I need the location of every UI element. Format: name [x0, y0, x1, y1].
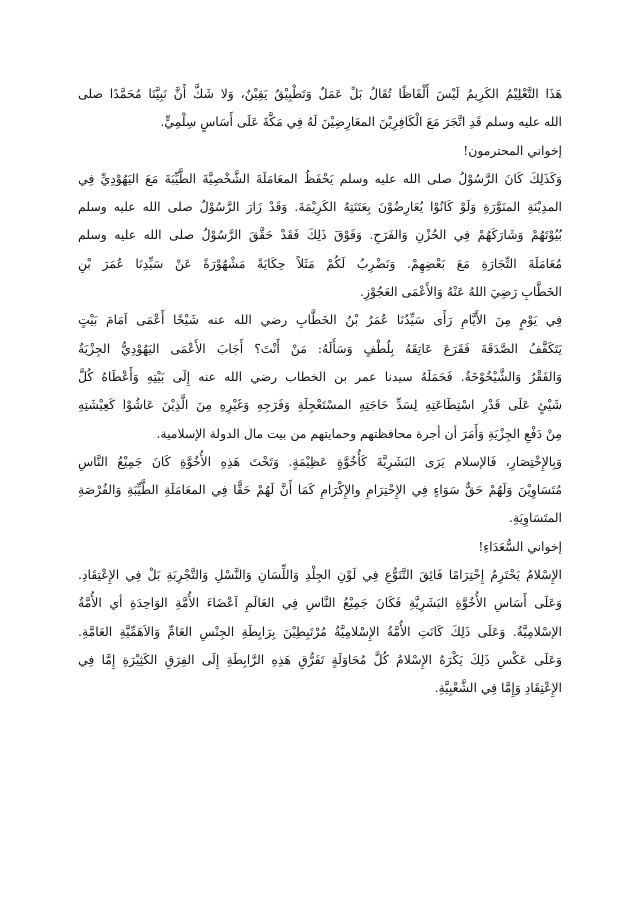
text-line-11: وَالفَقْرُ وَالشَّيْخُوْخَةُ. فَحَمَلَهُ سيدنا عمر بن الخطاب رضي الله عنه إِلَى بَيْتِهِ وَأَعْطَاهُ كُلَّ — [78, 368, 562, 384]
text-line-14: وَبِالإِخْتِصَارِ، فَالإسلام يَرَى البَشَرِيَّةَ كَأُخُوَّةٍ عَظِيْمَةٍ. وَتَحْتَ هَذِهِ الأُخُوَّةِ كَانَ جَمِيْعُ النَّاسِ — [78, 453, 562, 469]
text-line-22: الإِعْتِقَادِ وَإِمَّا فِي الشَّعْبِيَّةِ. — [434, 680, 562, 696]
text-line-17-heading: إخواني السُّعَدَاءِ! — [478, 538, 562, 554]
text-line-10: يَتَكَفَّفُ الصَّدَقَةَ فَقَرَعَ عَاتِقَهُ بِلُطْفٍ وَسَأَلَهُ: مَنْ أَنْتَ؟ أَجَابَ الأَعْمَى اليَهُوْدِيُّ الجِزْيَةُ — [78, 340, 562, 356]
text-line-2: الله عليه وسلم قَدِ اتَّجَرَ مَعَ الْكَافِرِيْنَ المعَارِضِيْنَ لَهُ فِي مَكَّةَ عَلَى أَسَاسٍ سِلْمِيٍّ. — [160, 114, 562, 130]
text-line-6: بُيُوْتَهُمْ وَشَارَكَهُمْ فِي الحُزْنِ وَالفَرَحِ. وَفَوْقَ ذَلِكَ فَقَدْ حَقَّقَ الرَّسُوْلُ صلى الله عليه وسلم — [78, 227, 562, 243]
text-line-7: مُعَامَلَةَ التِّجَارَةِ مَعَ بَعْضِهِمْ. وَنَضْرِبُ لَكُمْ مَثَلاً حِكَايَةً مَشْهُوْرَةً عَنْ سَيِّدِنَا عُمَرَ بْنِ — [78, 255, 562, 271]
text-line-13: مِنْ دَفْعِ الجِزْيَةِ وَأَمَرَ أن أجرة محافظتهم وحمايتهم من بيت مال الدولة الإسلامية. — [156, 425, 562, 441]
text-line-3-heading: إخواني المحترمون! — [463, 142, 562, 158]
text-line-16: المتَسَاوِيَةِ. — [509, 510, 562, 526]
text-line-18: الإِسْلامُ يَحْتَرِمُ إِحْتِرَامًا فَائِقَ التَّنَوُّعِ فِي لَوْنِ الجِلْدِ وَاللِّسَانِ وَالنَّسْلِ وَالتَّجْرِبَةِ بَلْ فِي الإِعْتِقَادِ. — [78, 567, 562, 583]
text-line-8: الخَطَّابِ رَضِيَ اللهُ عَنْهُ وَالأَعْمَى العَجُوْزِ. — [360, 284, 562, 300]
text-line-19: وَعَلَى أَسَاسِ الأُخُوَّةِ البَشَرِيَّةِ فَكَانَ جَمِيْعُ النَّاسِ فِي العَالَمِ اَعْضَاءَ الأُمَّةِ الوَاحِدَةِ أي الأُمَّةُ — [78, 595, 562, 611]
text-line-21: وَعَلَى عَكْسِ ذَلِكَ يَكْرَهُ الإِسْلامُ كُلَّ مُحَاوَلَةٍ تَفَرُّقِ هَذِهِ الرَّابِطَةِ إِلَى الفِرَقِ الكَثِيْرَةِ إِمَّا فِي — [78, 651, 562, 667]
text-line-12: شَيْئٍ عَلَى قَدْرِ اسْتِطَاعَتِهِ لِسَدِّ حَاجَتِهِ المسْتَعْجِلَةِ وَفَرَجِهِ وَغَيْرِهِ مِنَ الَّذِيْنَ عَاشُوْا كَعِيْشَتِهِ — [78, 397, 562, 413]
text-line-15: مُتَسَاوِيْنَ وَلَهُمْ حَقٌّ سَوَاءٍ فِي الإِحْتِرَامِ والإِكْرَامِ كَمَا أَنَّ لَهُمْ حَقًّا فِي المعَامَلَةِ الطَّيِّبَةِ وَالفُرْصَةِ — [78, 482, 562, 498]
text-line-1: هَذَا التَّعْلِيْمُ الكَرِيمُ لَيْسَ أَلْفَاظًا تُقَالُ بَلْ عَمَلٌ وَتَطْبِيْقٌ يَقِيْنٌ، وَلا شَكَّ أَنَّ نَبِيَّنَا مُحَمَّدًا صلى — [78, 86, 562, 101]
text-line-4: وَكَذَلِكَ كَانَ الرَّسُوْلُ صلى الله عليه وسلم يَحْفَظُ المعَامَلَةَ الشَّخْصِيَّةَ الطَّيِّبَةَ مَعَ اليَهُوْدِيِّ فِي — [78, 170, 562, 186]
text-line-9: فِي يَوْمٍ مِنَ الأَيَّامِ رَأَى سَيِّدُنَا عُمَرُ بْنُ الخَطَّابِ رضي الله عنه شَيْخًا أَعْمَى اَمَامَ بَيْتٍ — [78, 312, 562, 328]
text-line-20: الإسْلامِيَّةُ. وَعَلَى ذَلِكَ كَانَتِ الأُمَّةُ الإِسْلامِيَّةُ مُرْتَبِطِيْنَ بِرَابِطَةِ الجِنْسِ العَامِّ وَالاَهَمِّيَّةِ العَامَّةِ. — [78, 623, 562, 639]
text-line-5: المدِيْنَةِ المنَوَّرَةِ وَلَوْ كَانُوْا يُعَارِضُوْنَ بِعَتَنَتِهُ الكَرِيْمَةَ. وَقَدْ زَارَ الرَّسُوْلُ صلى الله عليه وسلم — [78, 199, 562, 215]
